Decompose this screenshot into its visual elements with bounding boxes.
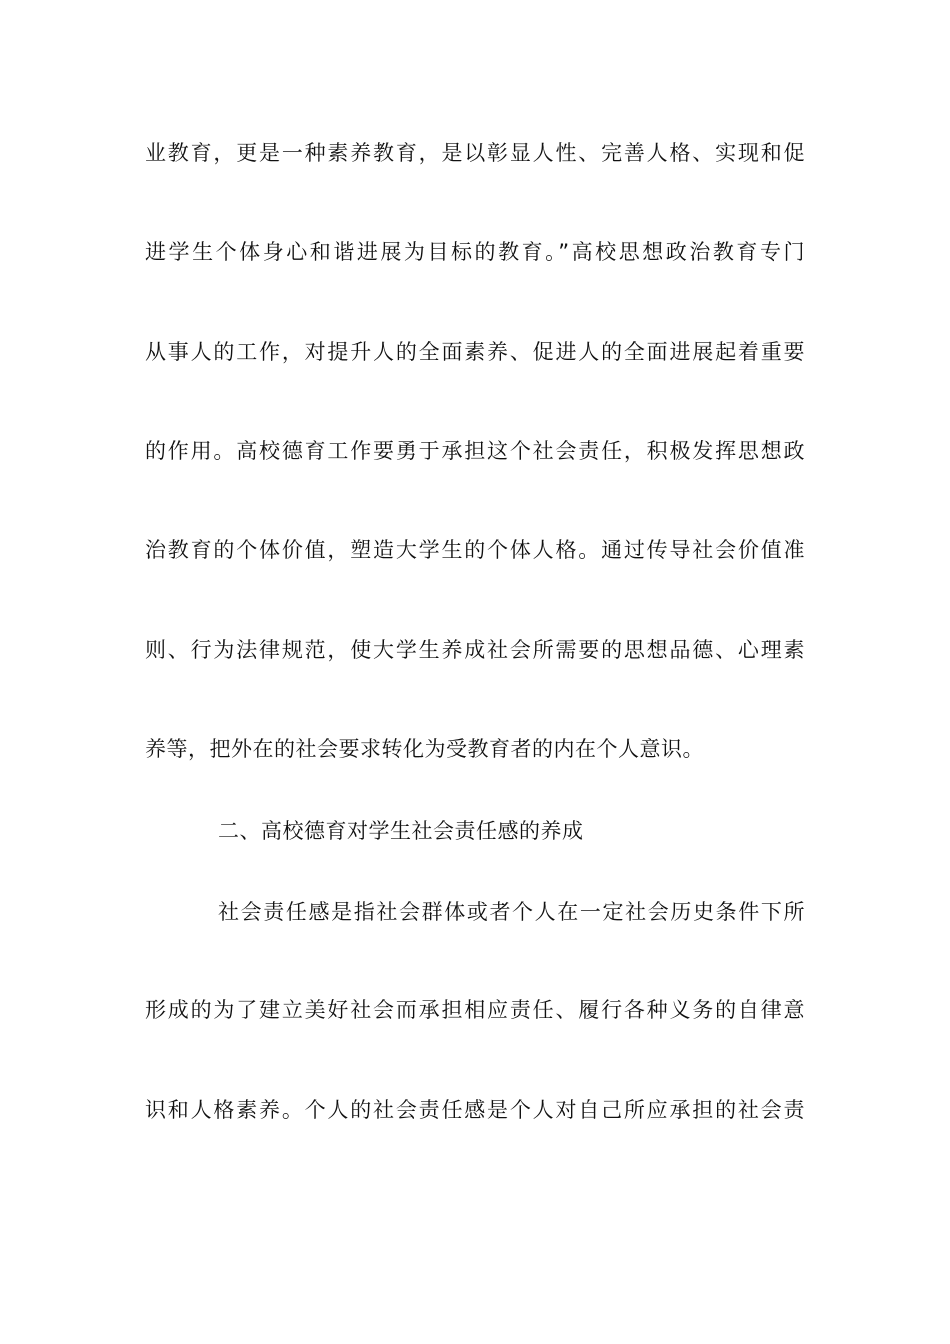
paragraph-line: 社会责任感是指社会群体或者个人在一定社会历史条件下所 [218,900,805,924]
paragraph-line: 的作用。高校德育工作要勇于承担这个社会责任，积极发挥思想政 [145,439,805,463]
section-heading: 二、高校德育对学生社会责任感的养成 [218,819,584,843]
paragraph-line: 治教育的个体价值，塑造大学生的个体人格。通过传导社会价值准 [145,538,805,562]
paragraph-line: 进学生个体身心和谐进展为目标的教育。”高校思想政治教育专门 [145,240,805,264]
paragraph-line: 识和人格素养。个人的社会责任感是个人对自己所应承担的社会责 [145,1098,805,1122]
paragraph-line: 养等，把外在的社会要求转化为受教育者的内在个人意识。 [145,737,704,761]
paragraph-line: 则、行为法律规范，使大学生养成社会所需要的思想品德、心理素 [145,638,805,662]
paragraph-line: 业教育，更是一种素养教育，是以彰显人性、完善人格、实现和促 [145,141,805,165]
paragraph-line: 从事人的工作，对提升人的全面素养、促进人的全面进展起着重要 [145,340,805,364]
paragraph-line: 形成的为了建立美好社会而承担相应责任、履行各种义务的自律意 [145,998,805,1022]
